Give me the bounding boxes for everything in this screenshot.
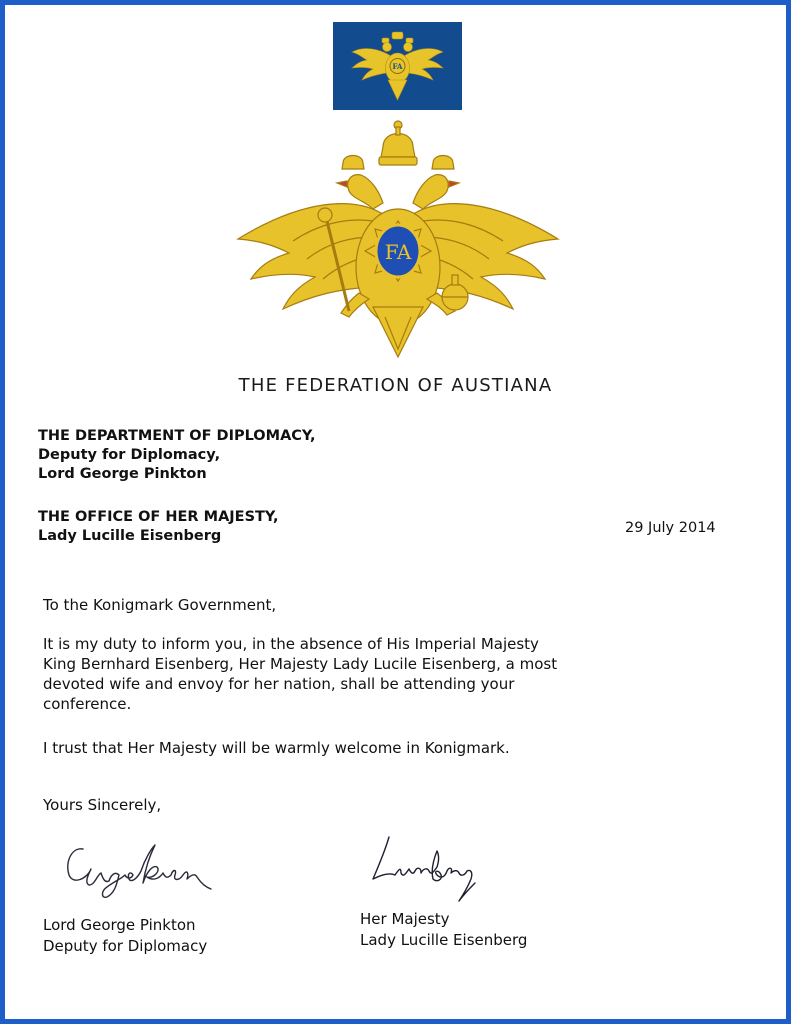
closing: Yours Sincerely, bbox=[43, 796, 162, 814]
signature-lucille-eisenberg bbox=[367, 831, 517, 911]
flag bbox=[333, 22, 462, 110]
department-person: Lord George Pinkton bbox=[38, 466, 207, 482]
office-person: Lady Lucille Eisenberg bbox=[38, 528, 222, 544]
paragraph-line: It is my duty to inform you, in the absence of His Imperial Majesty bbox=[43, 635, 539, 653]
paragraph-line: conference. bbox=[43, 695, 132, 713]
signatory-title: Lady Lucille Eisenberg bbox=[360, 931, 528, 949]
signatory-name: Her Majesty bbox=[360, 910, 450, 928]
paragraph-line: King Bernhard Eisenberg, Her Majesty Lady Lucile Eisenberg, a most bbox=[43, 655, 558, 673]
signatory-title: Deputy for Diplomacy bbox=[43, 937, 208, 955]
salutation: To the Konigmark Government, bbox=[43, 596, 277, 614]
double-headed-eagle-icon bbox=[333, 22, 462, 110]
office-name: THE OFFICE OF HER MAJESTY, bbox=[38, 509, 279, 525]
svg-text:FA: FA bbox=[384, 240, 412, 264]
coat-of-arms-emblem bbox=[233, 117, 563, 362]
department-role: Deputy for Diplomacy, bbox=[38, 447, 221, 463]
page-title: THE FEDERATION OF AUSTIANA bbox=[238, 375, 553, 396]
svg-text:FA: FA bbox=[392, 62, 403, 71]
department-name: THE DEPARTMENT OF DIPLOMACY, bbox=[38, 428, 316, 444]
paragraph-line: I trust that Her Majesty will be warmly welcome in Konigmark. bbox=[43, 739, 510, 757]
signature-george-pinkton bbox=[61, 835, 221, 905]
letter-date: 29 July 2014 bbox=[625, 520, 716, 536]
paragraph-line: devoted wife and envoy for her nation, shall be attending your bbox=[43, 675, 515, 693]
signatory-name: Lord George Pinkton bbox=[43, 916, 196, 934]
